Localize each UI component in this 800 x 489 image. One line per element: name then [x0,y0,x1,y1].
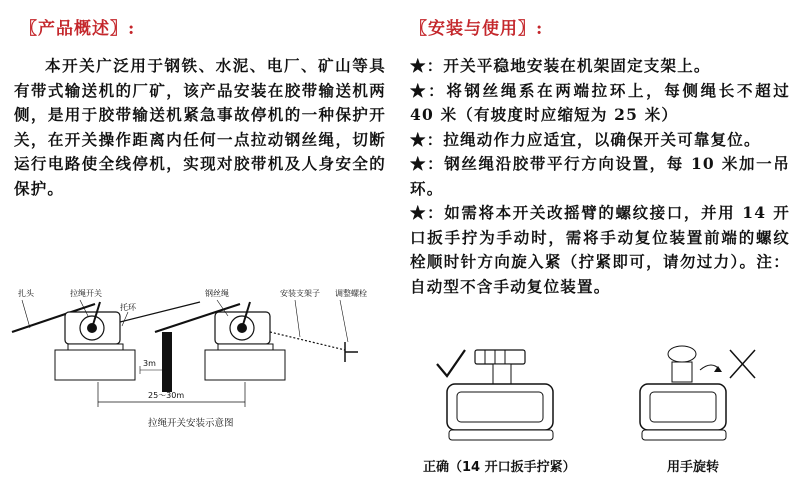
wrong-photo [630,340,780,450]
label-range: 25～30m [148,391,185,400]
label-bolt: 调整螺栓 [335,289,367,298]
cross-icon [730,350,755,378]
label-wire: 钢丝绳 [205,289,229,298]
overview-heading: 〖产品概述〗: [20,19,136,39]
usage-list [410,54,790,299]
diagram-caption: 拉绳开关安装示意图 [148,418,234,429]
correct-photo [425,340,575,450]
usage-item: ★：拉绳动作力应适宜，以确保开关可靠复位。 [410,129,761,149]
usage-item: ★：将钢丝绳系在两端拉环上，每侧绳长不超过 40 米（有坡度时应缩短为 25 米） [410,80,790,124]
overview-text: 本开关广泛用于钢铁、水泥、电厂、矿山等具有带式输送机的厂矿，该产品安装在胶带输送机两侧，是用于胶带输送机紧急事故停机的一种保护开关，在开关操作距离内任何一点拉动钢丝绳，切断运行电路使全线停机，实现对胶带机及人身安全的保护。 [14,56,386,198]
usage-item: ★：钢丝绳沿胶带平行方向设置，每 10 米加一吊环。 [410,154,790,198]
label-switch: 拉绳开关 [70,289,102,298]
check-icon [437,350,465,376]
installation-diagram [0,282,400,452]
label-bracket: 安装支架子 [280,289,320,298]
right-switch-drawing [205,302,285,380]
usage-heading: 〖安装与使用〗: [410,19,544,39]
label-ring: 托环 [120,303,136,312]
wrong-caption: 用手旋转 [667,460,720,475]
label-spacing: 3m [143,359,156,368]
usage-item: ★：如需将本开关改摇臂的螺纹接口，并用 14 开口扳手拧为手动时，需将手动复位装置前端的螺纹栓顺时针方向旋入紧（拧紧即可，请勿过力）。注：自动型不含手动复位装置。 [410,203,790,296]
left-switch-drawing [55,302,135,380]
label-knot: 扎头 [18,289,34,298]
usage-item: ★：开关平稳地安装在机架固定支架上。 [410,56,711,75]
correct-caption: 正确（14 开口扳手拧紧） [423,460,576,475]
